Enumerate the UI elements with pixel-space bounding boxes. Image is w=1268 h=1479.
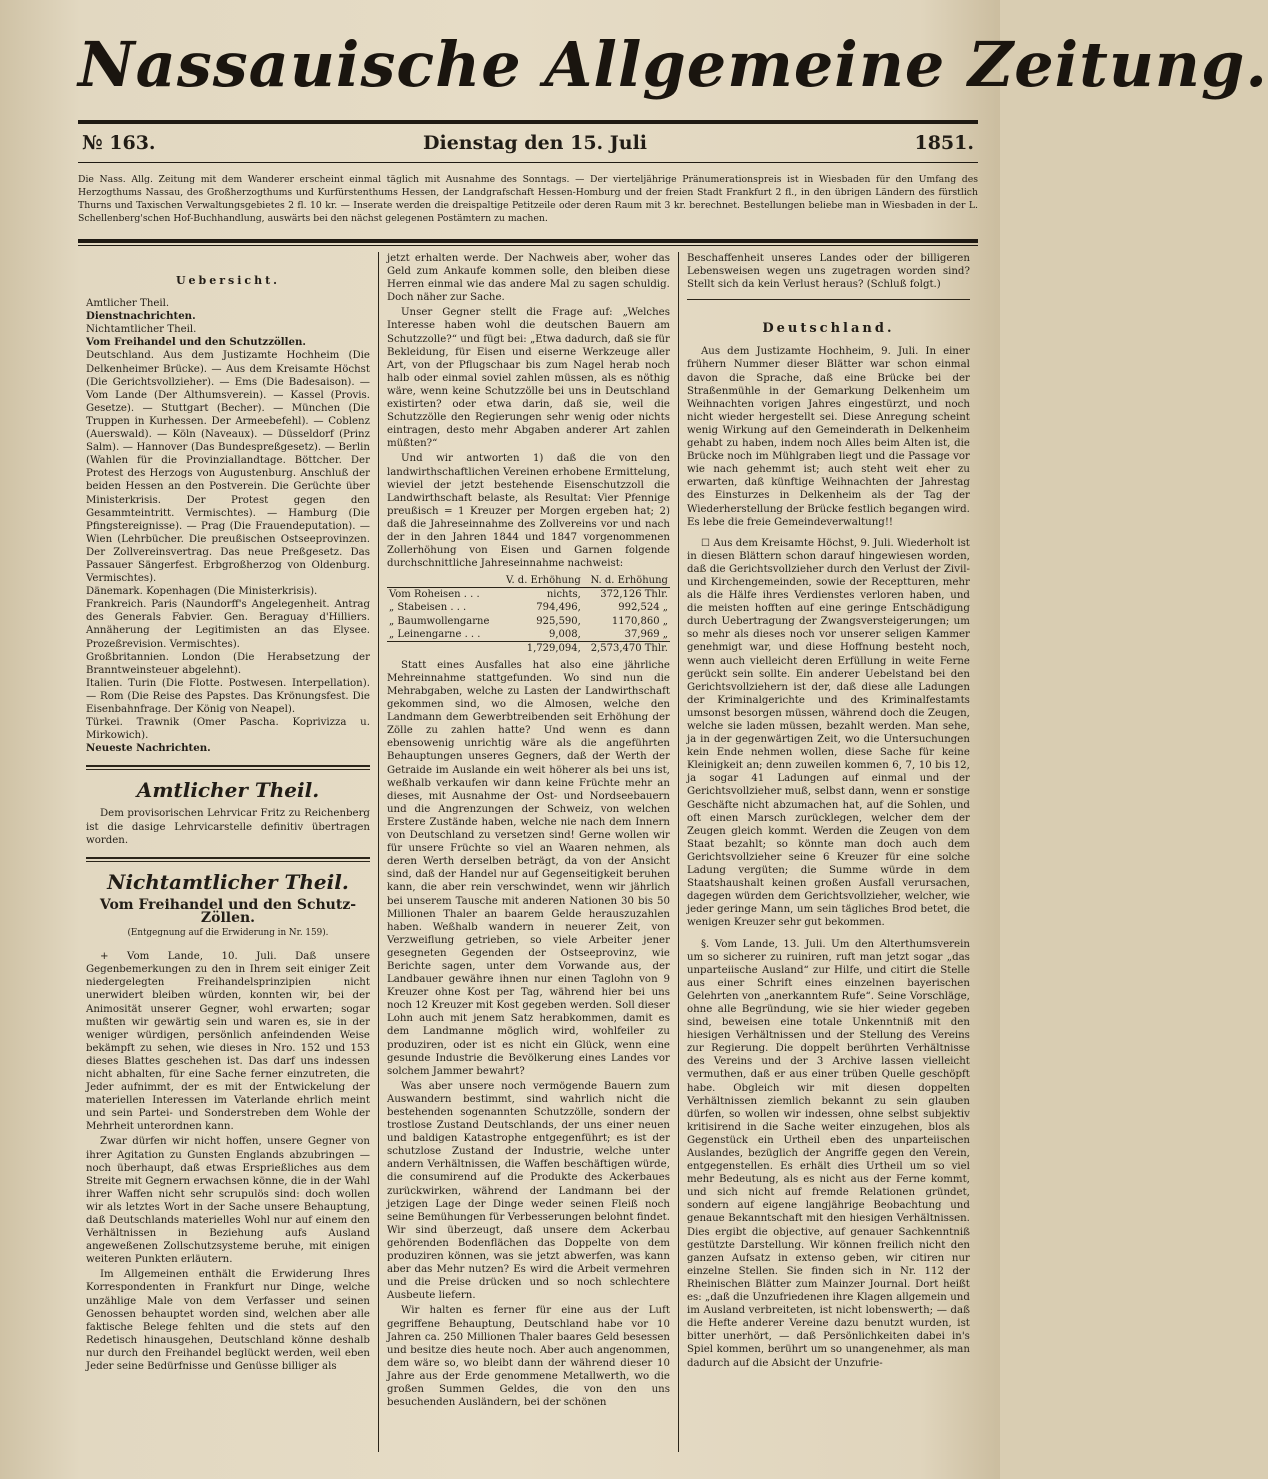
table-cell: 1,729,094, [499,641,583,655]
paragraph: Und wir antworten 1) daß die von den landwirthschaftlichen Vereinen erhobene Ermittelung, wieviel der jetzt bestehende Eisenschutzzoll die Landwirthschaft belaste, als Resultat: Vier Pfennige preußisch = 1 Kreuzer per Morgen ergeben hat; 2) daß die Jahreseinnahme des Zollvereins vor und nach der in den Jahren 1844 und 1847 vorgenommenen Zollerhöhung von Eisen und Garnen folgende durchschnittliche Jahreseinnahme nachweist: [386,453,670,570]
paragraph: + Vom Lande, 10. Juli. Daß unsere Gegenbemerkungen zu den in Ihrem seit einiger Zeit niedergelegten Freihandelsprinzipien nicht unerwidert bleiben würden, konnten wir, bei der Animosität unserer Gegner, wohl erwarten; sogar mußten wir gewärtig sein und waren es, sie in der weniger würdigen, persönlich anfeindenden Weise bekämpft zu sehen, wie dieses in Nro. 152 und 153 dieses Blattes geschehen ist. Das darf uns indessen nicht abhalten, für eine Sache ferner einzutreten, die Jeder aufnimmt, der es mit der Entwickelung der materiellen Interessen im Vaterlande ehrlich meint und sein Partei- und Sonderstreben dem Wohle der Mehrheit unterordnen kann. [86,951,370,1133]
table-cell: 9,008, [549,628,581,640]
column-2 [378,252,678,1452]
toc-item: Dienstnachrichten. [86,310,196,323]
table-of-contents [86,297,370,755]
table-row [387,615,670,628]
toc-item: Amtlicher Theil. [86,298,170,310]
issue-year: 1851. [914,132,974,154]
toc-title: Uebersicht. [175,274,281,287]
nichtamtlich-heading: Nichtamtlicher Theil. [107,869,349,894]
issue-date: Dienstag den 15. Juli [423,132,648,154]
toc-item: Frankreich. Paris (Naundorff's Angelegenheit. Antrag des Generals Fabvier. Gen. Beraguay d'Hilliers. Annäherung der Legitimisten an das Elysee. Prozeßrevision. Vermischtes). [86,599,370,650]
table-row [387,601,670,614]
toc-item: Italien. Turin (Die Flotte. Postwesen. Interpellation). — Rom (Die Reise des Papstes. Das Krönungsfest. Die Eisenbahnfrage. Der König von Neapel). [86,677,370,715]
paragraph: Beschaffenheit unseres Landes oder der billigeren Lebensweisen wegen uns zugetragen worden sind? Stellt sich da kein Verlust heraus? (Schluß folgt.) [686,253,970,291]
paragraph: Aus dem Justizamte Hochheim, 9. Juli. In einer frühern Nummer dieser Blätter war schon einmal davon die Sprache, daß eine Brücke bei der Straßenmühle in der Gemarkung Delkenheim um Weihnachten vorigen Jahres eingestürzt, und noch nicht wieder hergestellt sei. Diese Anregung scheint wenig Wirkung auf den Gemeinderath in Delkenheim gehabt zu haben, indem noch Alles beim Alten ist, die Brücke noch im Mühlgraben liegt und die Passage vor wie nach gehemmt ist; auch steht weit eher zu erwarten, daß künftige Weihnachten der Jahrestag des Einsturzes in Delkenheim als der Tag der Wiederherstellung der Brücke festlich begangen wird. Es lebe die freie Gemeindeverwaltung!! [686,346,970,528]
paragraph: Unser Gegner stellt die Frage auf: „Welches Interesse haben wohl die deutschen Bauern am Schutzzolle?“ und fügt bei: „Etwa dadurch, daß sie für Bekleidung, für Eisen und eiserne Werkzeuge aller Art, von der Pflugschaar bis zum Nagel herab noch halb oder einmal soviel zahlen müssen, als es nöthig wäre, wenn keine Schutzzölle bei uns in Deutschland existirten? oder etwa darin, daß sie, weil die Schutzzölle den Regierungen sehr wenig oder nichts eintragen, desto mehr Abgaben anderer Art zahlen müßten?“ [386,307,670,450]
dateline-rule [78,162,978,163]
section-divider [86,765,370,770]
table-cell: „ Stabeisen . . . [388,602,467,614]
paragraph: Im Allgemeinen enthält die Erwiderung Ihres Korrespondenten in Frankfurt nur Dinge, welche unzählige Male von dem Verfasser und seinen Genossen behauptet worden sind, welchen aber alle faktische Belege fehlten und die stets auf den Redetisch hinausgehen, Deutschland könne deshalb nur durch den Freihandel beglückt werden, weil eben Jeder seine Bedürfnisse und Genüsse billiger als [86,1269,370,1373]
subscription-notice: Die Nass. Allg. Zeitung mit dem Wanderer erscheint einmal täglich mit Ausnahme des Sonntags. — Der vierteljährige Pränumerationspreis ist in Wiesbaden für den Umfang des Herzogthums Nassau, des Großherzogthums und Kurfürstenthums Hessen, der Landgrafschaft Hessen-Homburg und der freien Stadt Frankfurt 2 fl., in den übrigen Ländern des fürstlich Thurns und Taxischen Verwaltungsgebietes 2 fl. 10 kr. — Inserate werden die dreispaltige Petitzeile oder deren Raum mit 3 kr. berechnet. Bestellungen beliebe man in Wiesbaden in der L. Schellenberg'schen Hof-Buchhandlung, auswärts bei den nächst gelegenen Postämtern zu machen. [78,174,978,224]
toc-item: Türkei. Trawnik (Omer Pascha. Koprivizza u. Mirkowich). [86,717,370,742]
dateline [78,124,978,160]
toc-item: Nichtamtlicher Theil. [86,324,197,336]
customs-table [387,574,670,655]
column-3 [678,252,978,1452]
article-title: Vom Freihandel und den Schutz-Zöllen. [99,896,357,926]
table-cell: 372,126 Thlr. [600,589,668,601]
notice-rule [78,239,978,243]
toc-item: Großbritannien. London (Die Herabsetzung der Branntweinsteuer abgelehnt). [86,651,370,676]
article-note: (Entgegnung auf die Erwiderung in Nr. 159). [127,928,329,939]
table-header-row [387,574,670,588]
table-cell: 2,573,470 Thlr. [583,641,670,655]
table-cell: „ Leinengarne . . . [388,628,481,640]
table-cell [387,641,499,655]
table-cell: 992,524 „ [618,602,668,614]
amtlich-heading: Amtlicher Theil. [136,778,320,803]
section-divider [687,299,970,300]
toc-item: Vom Freihandel und den Schutzzöllen. [86,336,306,349]
toc-item: Deutschland. Aus dem Justizamte Hochheim (Die Delkenheimer Brücke). — Aus dem Kreisamte Höchst (Die Gerichtsvollzieher). — Ems (Die Badesaison). — Vom Lande (Der Althumsverein). — Kassel (Provis. Gesetze). — Stuttgart (Becher). — München (Die Truppen in Kurhessen. Der Armeebefehl). — Coblenz (Auerswald). — Köln (Naveaux). — Düsseldorf (Prinz Salm). — Hannover (Das Bundespreßgesetz). — Berlin (Wahlen für die Provinziallandtage. Böttcher. Der Protest des Herzogs von Augustenburg. Anschluß der beiden Hessen an den Postverein. Die Gerüchte über Ministerkrisis. Der Protest gegen den Gesammteintritt. Vermischtes). — Hamburg (Die Pfingstereignisse). — Prag (Die Frauendeputation). — Wien (Lehrbücher. Die preußischen Ostseeprovinzen. Der Zollvereinsvertrag. Das neue Preßgesetz. Das Passauer Sängerfest. Erbgroßherzog von Oldenburg. Vermischtes). [86,350,370,585]
notice-rule-thin [78,245,978,246]
toc-item: Dänemark. Kopenhagen (Die Ministerkrisis). [86,586,318,598]
table-row [387,588,670,602]
table-header [387,574,499,588]
table-cell: nichts, [546,589,581,601]
masthead: Nassauische Allgemeine Zeitung. [78,28,1268,101]
deutschland-heading: Deutschland. [762,321,895,337]
section-divider [86,857,370,862]
table-cell: 925,590, [536,615,581,627]
table-row [387,628,670,642]
table-cell: 1170,860 „ [611,615,668,627]
toc-item: Neueste Nachrichten. [86,742,211,755]
amtlich-text: Dem provisorischen Lehrvicar Fritz zu Reichenberg ist die dasige Lehrvicarstelle definitiv übertragen worden. [86,808,370,846]
columns [78,252,978,1452]
paragraph: ☐ Aus dem Kreisamte Höchst, 9. Juli. Wiederholt ist in diesen Blättern schon darauf hingewiesen worden, daß die Gerichtsvollzieher durch den Verlust der Zivil- und Kirchengemeinden, sowie der Receptturen, mehr als die Hälfe ihres Verdienstes verloren haben, und die meisten hofften auf eine geringe Entschädigung durch Uebertragung der Zwangsversteigerungen; um so mehr als dieses noch vor unserer seligen Kammer genehmigt war, und diese Hoffnung besteht noch, wenn auch vielleicht deren Erfüllung in weite Ferne gerückt sein sollte. Ein anderer Uebelstand bei den Gerichtsvollziehern ist der, daß diese alle Ladungen der Kriminalgerichte und des Kriminalfestamts umsonst besorgen müssen, während doch die Zeugen, welche sie laden müssen, bezahlt werden. Man sehe, ja in der gegenwärtigen Zeit, wo die Untersuchungen kein Ende nehmen wollen, diese Sache für keine Kleinigkeit an; denn zuweilen kommen 6, 7, 10 bis 12, ja sogar 41 Ladungen auf einmal und der Gerichtsvollzieher muß, selbst dann, wenn er sonstige Geschäfte nicht abzumachen hat, auf die Sohlen, und oft einen Marsch zurücklegen, welcher dem der Zeugen gleich kommt. Werden die Zeugen von dem Staat bezahlt; so könnte man doch auch dem Gerichtsvollzieher seine 6 Kreuzer für eine solche Ladung vergüten; die Summe würde in dem Staatshaushalt keinen großen Ausfall verursachen, dagegen würden dem Gerichtsvollzieher, welcher, wie jeder geringe Mann, um sein tägliches Brod betet, die wenigen Kreuzer sehr gut bekommen. [686,537,970,929]
table-cell: „ Baumwollengarne [388,615,490,627]
paragraph: Was aber unsere noch vermögende Bauern zum Auswandern bestimmt, sind wahrlich nicht die bestehenden sogenannten Schutzzölle, sondern der trostlose Zustand Deutschlands, der uns einer neuen und baldigen Katastrophe entgegenführt; es ist der schutzlose Zustand der Industrie, welche unter andern Verhältnissen, die Waffen beschäftigen würde, die consumirend auf die Produkte des Ackerbaues zurückwirken, während der Landmann bei der jetzigen Lage der Dinge weder seinen Fleiß noch seine Bemühungen für Verbesserungen belohnt findet. Wir sind überzeugt, daß unsere dem Ackerbau gehörenden Bodenflächen das Doppelte von dem produziren können, was sie jetzt abwerfen, was kann aber das Mehr nutzen? Es wird die Arbeit vermehren und die Preise drücken und so noch schlechtere Ausbeute liefern. [386,1080,670,1302]
table-cell: 37,969 „ [624,628,668,640]
table-cell: Vom Roheisen . . . [388,589,480,601]
paragraph: jetzt erhalten werde. Der Nachweis aber, woher das Geld zum Ankaufe kommen solle, den bleiben diese Herren einmal wie das andere Mal zu sagen schuldig. Doch näher zur Sache. [386,253,670,304]
table-total-row [387,641,670,655]
table-header: V. d. Erhöhung [499,574,583,588]
paragraph: Statt eines Ausfalles hat also eine jährliche Mehreinnahme stattgefunden. Wo sind nun die Mehrabgaben, welche zu Lasten der Landwirthschaft gekommen sind, wo die Almosen, welche den Landmann dem Gewerbtreibenden seit Erhöhung der Zölle zu zahlen hatte? Und wenn es dann ebensowenig unrichtig wäre als die angeführten Behauptungen unseres Gegners, daß der Werth der Getraide im Auslande ein weit höherer als bei uns ist, weßhalb verkaufen wir dann keine Früchte mehr an dieses, mit Ausnahme der Ost- und Nordseebauern und die Angrenzungen der Schweiz, von welchen Erstere Zustände haben, welche nie nach dem Innern von Deutschland zu versetzen sind! Gerne wollen wir für unsere Früchte so viel an Waaren nehmen, als deren Werth derselben beträgt, da von der Ansicht sind, daß der Handel nur auf Gegenseitigkeit beruhen kann, die aber rein verschwindet, wenn wir jährlich bei unserem Tausche mit anderen Nationen 30 bis 50 Millionen Thaler an baarem Gelde herauszuzahlen haben. Weßhalb wandern in neuerer Zeit, von Verzweiflung getrieben, so viele Arbeiter jener gesegneten Gegenden der Ostseeprovinz, wie Berichte sagen, unter dem Vorwande aus, der Landbauer gewähre ihnen nur einen Taglohn von 9 Kreuzer ohne Kost per Tag, während hier bei uns noch 12 Kreuzer mit Kost gegeben werden. Soll dieser Lohn auch mit jenem Satz herabkommen, damit es dem Landmanne möglich wird, wohlfeiler zu produziren, oder ist es nicht ein Glück, wenn eine gesunde Industrie die Bevölkerung eines Landes vor solchem Jammer bewahrt? [386,659,670,1077]
table-header: N. d. Erhöhung [583,574,670,588]
paragraph: Wir halten es ferner für eine aus der Luft gegriffene Behauptung, Deutschland habe vor 10 Jahren ca. 250 Millionen Thaler baares Geld besessen und besitze dies heute noch. Aber auch angenommen, dem wäre so, wo bleibt dann der während dieser 10 Jahre aus der Erde genommene Metallwerth, wo die großen Summen Geldes, die von den uns besuchenden Ausländern, bei der schönen [386,1305,670,1409]
paragraph: Zwar dürfen wir nicht hoffen, unsere Gegner von ihrer Agitation zu Gunsten Englands abzubringen — noch überhaupt, daß etwas Ersprießliches aus dem Streite mit Gegnern erwachsen könne, die in der Wahl ihrer Waffen nicht sehr scrupulös sind: doch wollen wir als letztes Wort in der Sache unsere Behauptung, daß Deutschlands materielles Wohl nur auf einem den Verhältnissen in Beziehung aufs Ausland angeweßenen Zollschutzsysteme beruhe, mit einigen weiteren Punkten erläutern. [86,1136,370,1266]
column-1 [78,252,378,1452]
table-cell: 794,496, [536,602,581,614]
issue-number: № 163. [82,132,156,154]
paragraph: §. Vom Lande, 13. Juli. Um den Alterthumsverein um so sicherer zu ruiniren, ruft man jetzt sogar „das unparteiische Ausland“ zur Hilfe, und citirt die Stelle aus einer Schrift eines einzelnen bayerischen Gelehrten von „anerkanntem Rufe“. Seine Vorschläge, ohne alle Begründung, wie sie hier wieder gegeben sind, beweisen eine totale Unkenntniß mit den hiesigen Verhältnissen und der Stellung des Vereins zur Regierung. Die doppelt berührten Verhältnisse des Vereins und der 3 Archive lassen vielleicht vermuthen, daß er aus einer trüben Quelle geschöpft habe. Obgleich wir mit diesen doppelten Verhältnissen ziemlich bekannt zu sein glauben dürfen, so wollen wir indessen, ohne selbst subjektiv kritisirend in die Sache weiter einzugehen, blos als Gegenstück ein Urtheil eben des unparteiischen Auslandes, bezüglich der Angriffe gegen den Verein, entgegenstellen. Es erhält dies Urtheil um so viel mehr Bedeutung, als es nicht aus der Ferne kommt, und sich nicht auf fremde Relationen gründet, sondern auf eigene langjährige Beobachtung und genaue Bekanntschaft mit den hiesigen Verhältnissen. Dies ergibt die objective, auf genauer Sachkenntniß gestützte Darstellung. Wir können freilich nicht den ganzen Aufsatz in extenso geben, wir citiren nur einzelne Stellen. Sie finden sich in Nr. 112 der Rheinischen Blätter zum Mainzer Journal. Dort heißt es: „daß die Unzufriedenen ihre Klagen allgemein und im Ausland verbreiteten, ist nicht lobenswerth; — daß die Hefte anderer Vereine dazu benutzt wurden, ist bitter unerhört, — daß Persönlichkeiten dabei in's Spiel kommen, berührt um so unangenehmer, als man dadurch auf die Absicht der Unzufrie- [686,938,970,1369]
